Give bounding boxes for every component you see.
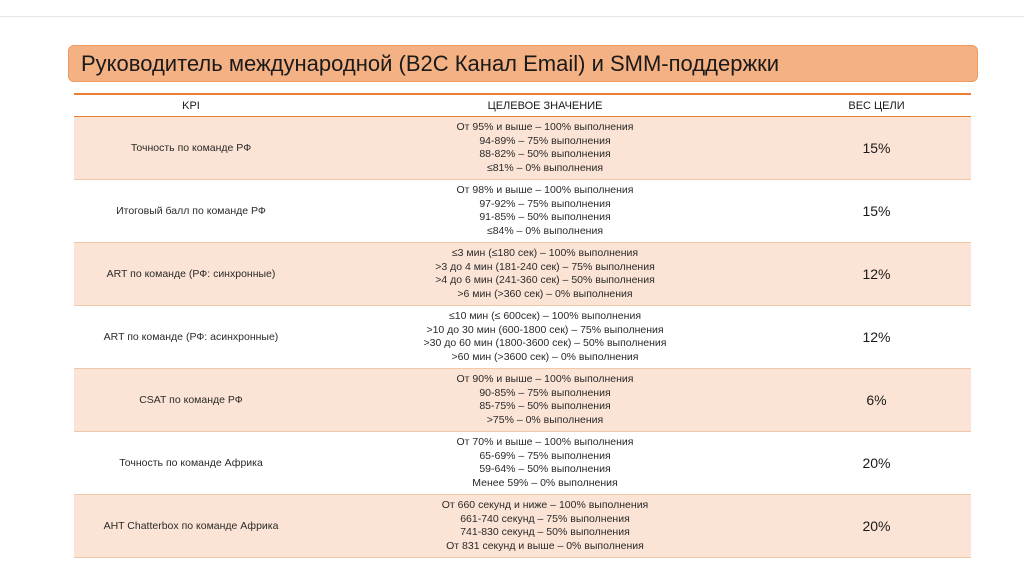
table-row [74,243,971,306]
kpi-name: Итоговый балл по команде РФ [116,204,266,217]
weight-cell [782,495,971,558]
target-line: >4 до 6 мин (241-360 сек) – 50% выполнения [435,274,655,286]
kpi-name: Точность по команде Африка [119,456,263,469]
weight-value: 12% [862,329,891,345]
target-cell [308,306,782,369]
kpi-cell [74,369,308,432]
weight-cell [782,180,971,243]
target-cell [308,369,782,432]
target-line: ≤10 мин (≤ 600сек) – 100% выполнения [448,310,641,322]
target-line: 59-64% – 50% выполнения [479,463,611,475]
target-cell [308,495,782,558]
weight-cell [782,243,971,306]
table-row [74,432,971,495]
title-bar [68,45,978,82]
weight-cell [782,306,971,369]
weight-cell [782,117,971,180]
target-line: От 70% и выше – 100% выполнения [456,436,634,448]
target-cell [308,243,782,306]
kpi-cell [74,243,308,306]
target-line: 90-85% – 75% выполнения [479,386,611,399]
kpi-cell [74,117,308,180]
weight-value: 12% [862,266,891,282]
target-cell [308,180,782,243]
target-line: Менее 59% – 0% выполнения [472,476,618,489]
target-line: >75% – 0% выполнения [486,413,604,426]
target-line: 65-69% – 75% выполнения [479,449,611,462]
target-line: 85-75% – 50% выполнения [479,400,611,412]
column-header-target: ЦЕЛЕВОЕ ЗНАЧЕНИЕ [308,94,782,117]
target-line: 97-92% – 75% выполнения [479,197,611,210]
target-line: >60 мин (>3600 сек) – 0% выполнения [451,350,639,363]
kpi-name: CSAT по команде РФ [139,393,243,406]
target-line: 661-740 секунд – 75% выполнения [460,512,630,525]
target-cell [308,117,782,180]
kpi-name: Точность по команде РФ [130,141,252,154]
target-line: ≤81% – 0% выполнения [486,161,604,174]
target-line: 88-82% – 50% выполнения [479,148,611,160]
table-row [74,180,971,243]
target-line: От 831 секунд и выше – 0% выполнения [446,539,644,552]
target-line: От 98% и выше – 100% выполнения [456,184,634,196]
kpi-table [74,93,971,558]
kpi-cell [74,180,308,243]
table-row [74,495,971,558]
table-row [74,117,971,180]
kpi-cell [74,495,308,558]
target-line: >6 мин (>360 сек) – 0% выполнения [457,287,633,300]
target-line: 741-830 секунд – 50% выполнения [460,526,630,538]
target-line: От 90% и выше – 100% выполнения [456,373,634,385]
target-line: >30 до 60 мин (1800-3600 сек) – 50% выполнения [423,337,667,349]
kpi-name: ART по команде (РФ: асинхронные) [103,330,279,343]
table-header-row [74,94,971,117]
kpi-cell [74,306,308,369]
target-line: ≤84% – 0% выполнения [486,224,604,237]
column-header-kpi: KPI [74,94,308,117]
target-line: ≤3 мин (≤180 сек) – 100% выполнения [451,247,639,259]
page-title: Руководитель международной (B2C Канал Email) и SMM-поддержки [81,51,780,76]
weight-value: 15% [862,203,891,219]
top-border [0,0,1024,17]
target-line: >10 до 30 мин (600-1800 сек) – 75% выполнения [426,323,664,336]
table-row [74,369,971,432]
weight-value: 20% [862,455,891,471]
target-line: 94-89% – 75% выполнения [479,134,611,147]
weight-cell [782,369,971,432]
target-cell [308,432,782,495]
weight-cell [782,432,971,495]
target-line: От 95% и выше – 100% выполнения [456,121,634,133]
target-line: >3 до 4 мин (181-240 сек) – 75% выполнения [435,260,655,273]
target-line: От 660 секунд и ниже – 100% выполнения [441,499,649,511]
target-line: 91-85% – 50% выполнения [479,211,611,223]
weight-value: 20% [862,518,891,534]
weight-value: 6% [866,392,887,408]
column-header-weight: ВЕС ЦЕЛИ [782,94,971,117]
kpi-cell [74,432,308,495]
kpi-name: ART по команде (РФ: синхронные) [106,267,276,280]
table-row [74,306,971,369]
kpi-name: AHT Chatterbox по команде Африка [103,519,279,532]
weight-value: 15% [862,140,891,156]
